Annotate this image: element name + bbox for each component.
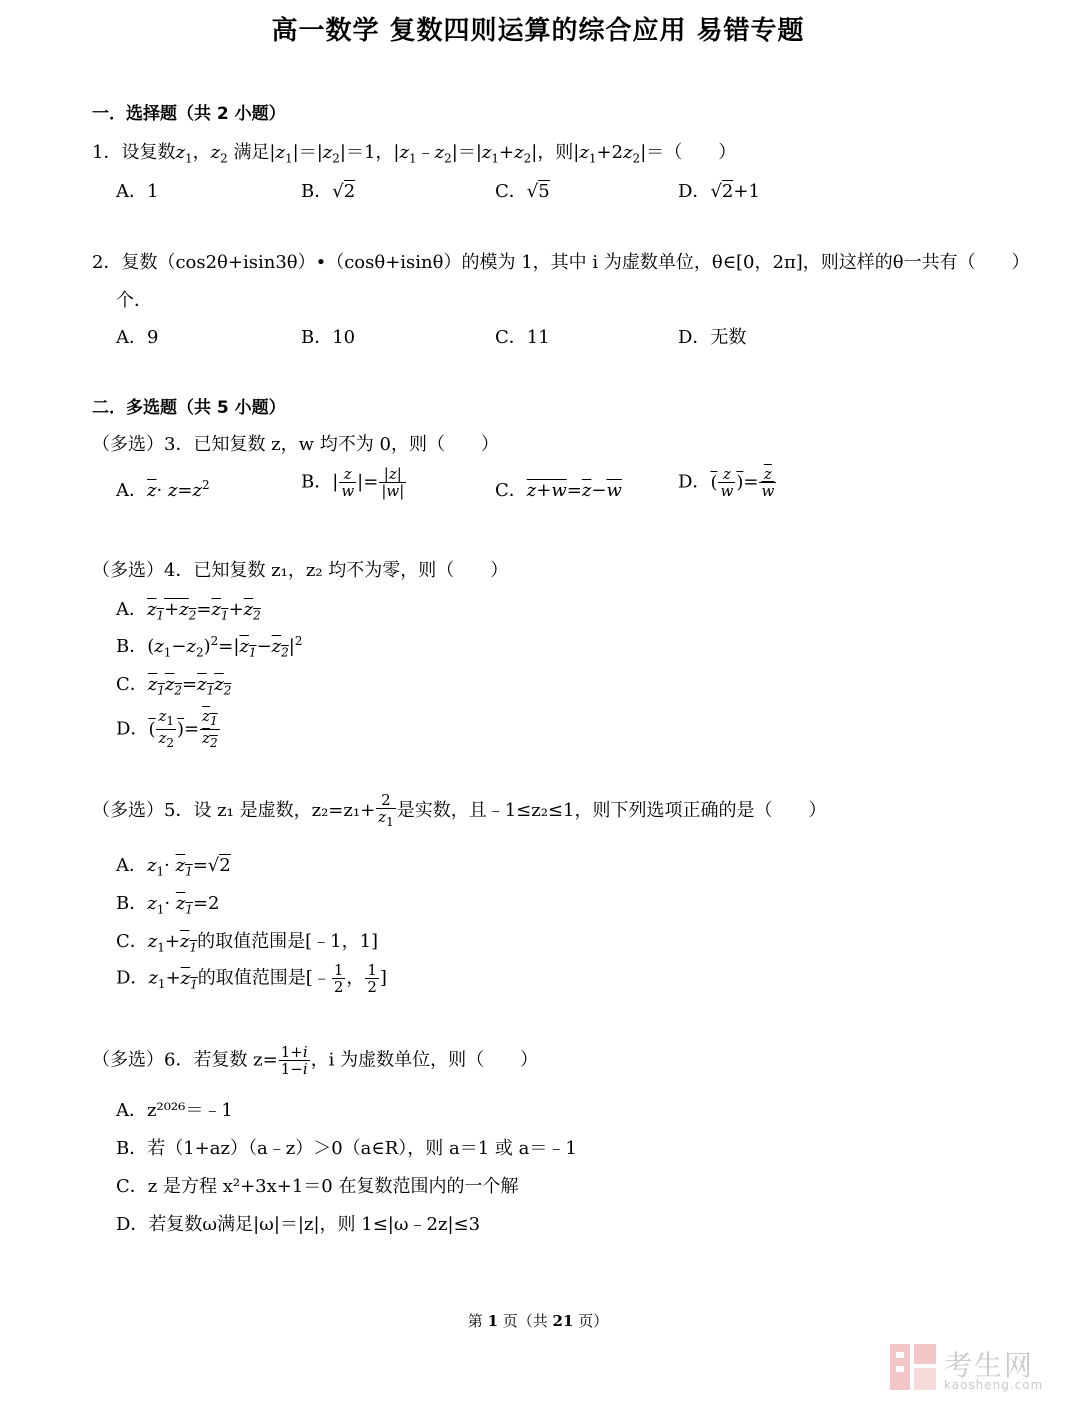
q4-option-a: A．$z_1+z_2=z_1+z_2$ [116, 599, 261, 623]
question-4-stem: （多选）4．已知复数 z₁，z₂ 均不为零，则（ ） [92, 560, 509, 581]
q1-option-c: C．√5 [495, 181, 550, 202]
q4-option-b: B．$(z_1-z_2)^2=|z_1-z_2|^2$ [116, 634, 303, 660]
watermark-url: kaosheng.com [944, 1378, 1044, 1392]
q1-option-a: A．1 [116, 181, 159, 202]
q2-option-b: B．10 [301, 327, 356, 348]
q6-option-d: D．若复数ω满足|ω|＝|z|，则 1≤|ω﹣2z|≤3 [116, 1214, 481, 1235]
q6-option-a: A．z²⁰²⁶＝﹣1 [116, 1100, 233, 1121]
q5-option-b: B．$z_1\cdot z_1=2$ [116, 893, 220, 917]
question-1-stem: 1．设复数$z_1$，$z_2$ 满足$|z_1|=|z_2|=1$，$|z_1﹣z_2|=|z_1+z_2|$，则$|z_1+2z_2|=$（ ） [92, 142, 737, 166]
q2-option-d: D．无数 [678, 327, 747, 348]
question-5-stem: （多选）5．设 z₁ 是虚数，z₂=z₁+ $\frac{2}{z_1}$ 是实数，且﹣1≤z₂≤1，则下列选项正确的是（ ） [92, 791, 827, 829]
q4-option-d: D．( $\frac{z_1}{z_2}$ )= $\frac{z_1}{z_2}$ [116, 707, 218, 750]
q6-option-c: C．z 是方程 x²+3x+1＝0 在复数范围内的一个解 [116, 1176, 519, 1197]
q6-option-b: B．若（1+az）（a﹣z）＞0（a∈R），则 a＝1 或 a＝﹣1 [116, 1138, 577, 1159]
q1-option-b: B．√2 [301, 181, 356, 202]
q5-option-d: D．$z_1+z_1$的取值范围是[﹣ $\frac{1}{2}$ ， $\frac{1}{2}$ ] [116, 961, 387, 996]
q2-option-c: C．11 [495, 327, 550, 348]
page-total: 21 [552, 1312, 574, 1330]
question-6-stem: （多选）6．若复数 z= $\frac{1+i}{1-i}$ ，i 为虚数单位，则（ ） [92, 1043, 539, 1078]
q5-option-c: C．$z_1+z_1$的取值范围是[﹣1，1] [116, 931, 379, 955]
q1-option-d: D．√2+1 [678, 181, 760, 202]
question-2-stem-cont: 个． [116, 290, 152, 311]
q3-option-c: C．$z+w=\overline{z}-\overline{w}$ [495, 480, 622, 501]
q3-option-d: D．( $\frac{z}{w}$ )= $\frac{\overline{z}}{w}$ [678, 465, 775, 500]
page-title: 高一数学 复数四则运算的综合应用 易错专题 [271, 16, 805, 46]
q4-option-c: C．$z_1z_2=z_1z_2$ [116, 674, 232, 698]
q3-option-a: A．$\overline{z}\cdot z=z^2$ [116, 478, 210, 501]
q3-option-b: B．| $\frac{z}{w}$ |= $\frac{|z|}{|w|}$ [301, 465, 405, 500]
page-number: 1 [487, 1312, 498, 1330]
question-2-stem: 2．复数（cos2θ+isin3θ）•（cosθ+isinθ）的模为 1，其中 i 为虚数单位，θ∈[0，2π]，则这样的θ一共有（ ） [92, 252, 1030, 273]
section-heading-multi: 二．多选题（共 5 小题） [92, 398, 286, 418]
q2-option-a: A．9 [116, 327, 159, 348]
q5-option-a: A．$z_1\cdot z_1=√2$ [116, 855, 231, 879]
question-3-stem: （多选）3．已知复数 z，w 均不为 0，则（ ） [92, 434, 499, 455]
page-footer: 第 1 页（共 21 页） [467, 1312, 609, 1330]
watermark-logo-icon [888, 1342, 938, 1392]
section-heading-choice: 一．选择题（共 2 小题） [92, 104, 286, 124]
watermark-name: 考生网 [944, 1349, 1035, 1382]
watermark [888, 1342, 1058, 1396]
